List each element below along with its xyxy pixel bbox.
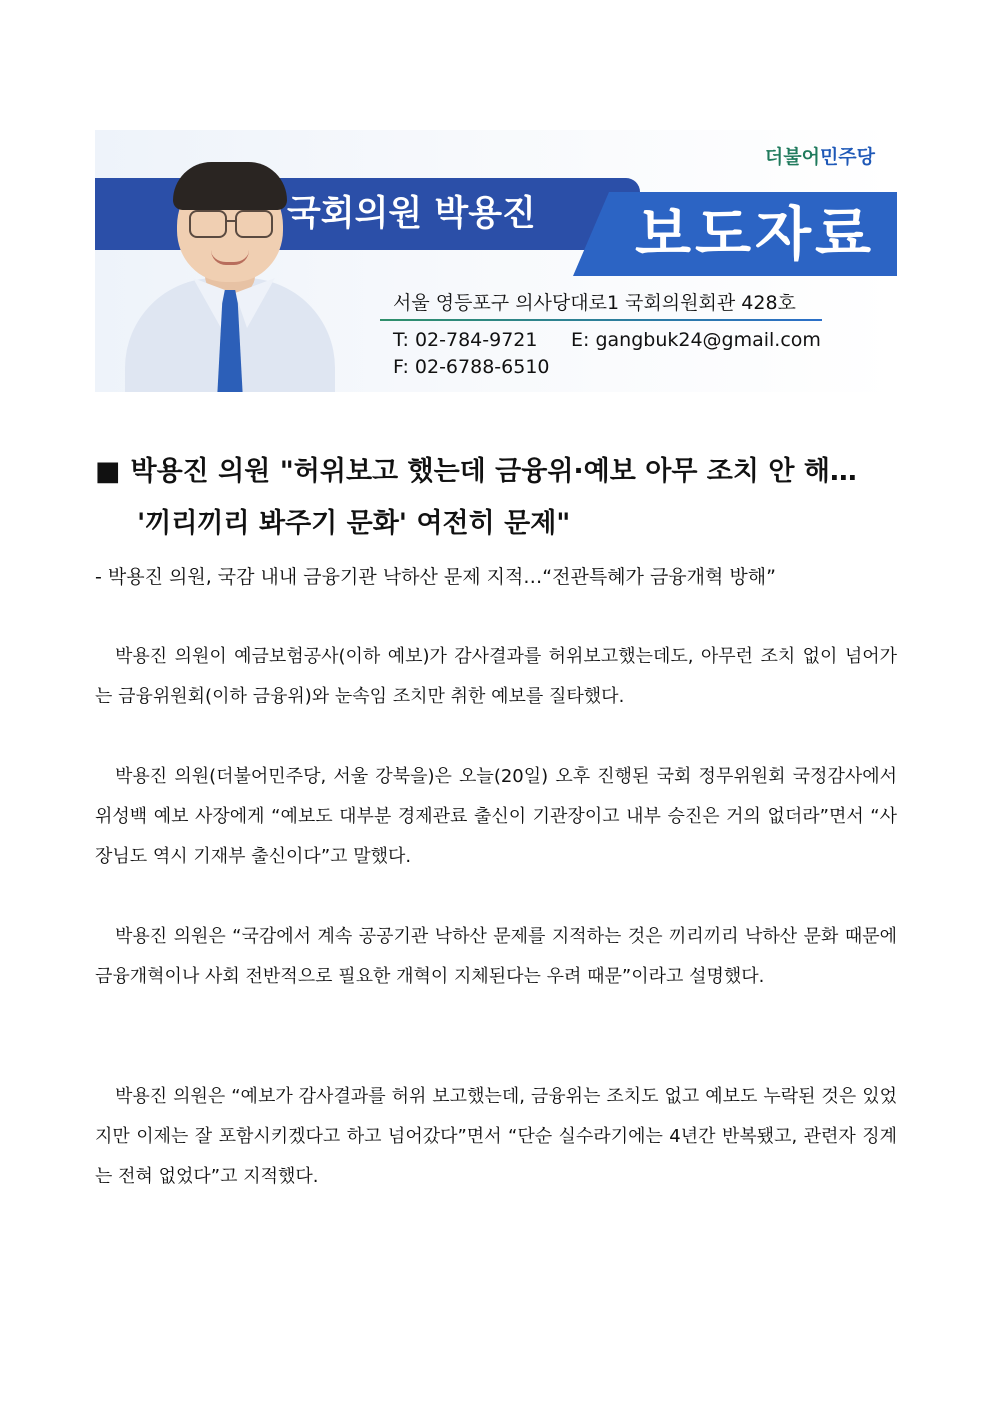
headline-line-1 (95, 446, 897, 498)
headline-bullet: ■ (95, 456, 121, 487)
fax-number: F: 02-6788-6510 (393, 356, 550, 378)
party-logo (765, 142, 875, 169)
portrait-glasses-right (235, 210, 273, 238)
paragraph-1: 박용진 의원이 예금보험공사(이하 예보)가 감사결과를 허위보고했는데도, 아무런 조치 없이 넘어가는 금융위원회(이하 금융위)와 눈속임 조치만 취한 예보를 질타했다. (95, 646, 897, 707)
portrait-glasses-bridge (226, 220, 236, 222)
headline-text-1: 박용진 의원 "허위보고 했는데 금융위·예보 아무 조치 안 해… (130, 456, 857, 487)
address-divider (380, 319, 822, 321)
headline-line-2: '끼리끼리 봐주기 문화' 여전히 문제" (137, 508, 571, 539)
portrait-glasses-left (189, 210, 227, 238)
party-name-part1: 더불어 (764, 146, 820, 168)
press-release-label: 보도자료 (634, 200, 876, 268)
party-name-part2: 민주당 (819, 146, 875, 168)
office-address: 서울 영등포구 의사당대로1 국회의원회관 428호 (393, 292, 796, 314)
email-address: E: gangbuk24@gmail.com (571, 329, 821, 351)
headline (95, 446, 897, 550)
press-release-banner (95, 130, 897, 392)
member-title: 국회의원 박용진 (287, 194, 536, 234)
phone-number: T: 02-784-9721 (393, 329, 538, 351)
paragraph-2: 박용진 의원(더불어민주당, 서울 강북을)은 오늘(20일) 오후 진행된 국회 정무위원회 국정감사에서 위성백 예보 사장에게 “예보도 대부분 경제관료 출신이 기관장이고 내부 승진은 거의 없더라”면서 “사장님도 역시 기재부 출신이다”고 말했다. (95, 766, 897, 867)
portrait-hair (173, 162, 287, 210)
paragraph-4: 박용진 의원은 “예보가 감사결과를 허위 보고했는데, 금융위는 조치도 없고 예보도 누락된 것은 있었지만 이제는 잘 포함시키겠다고 하고 넘어갔다”면서 “단순 실수라기에는 4년간 반복됐고, 관련자 징계는 전혀 없었다”고 지적했다. (95, 1086, 897, 1187)
paragraph-3: 박용진 의원은 “국감에서 계속 공공기관 낙하산 문제를 지적하는 것은 끼리끼리 낙하산 문화 때문에 금융개혁이나 사회 전반적으로 필요한 개혁이 지체된다는 우려 때문”이라고 설명했다. (95, 926, 897, 987)
subheadline: - 박용진 의원, 국감 내내 금융기관 낙하산 문제 지적…“전관특혜가 금융개혁 방해” (95, 566, 776, 588)
